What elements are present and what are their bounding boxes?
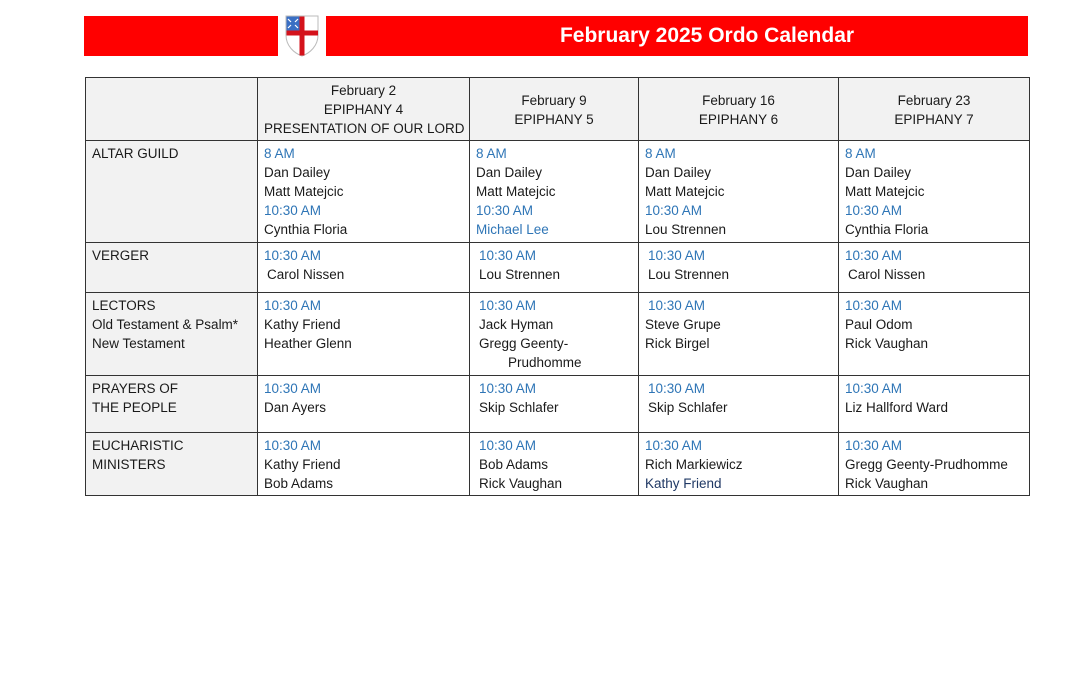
schedule-cell [639, 433, 839, 496]
row-label [86, 141, 258, 243]
row-label-line: PRAYERS OF [92, 381, 179, 396]
volunteer-name: Carol Nissen [848, 267, 926, 282]
volunteer-name: Dan Dailey [845, 165, 912, 180]
volunteer-name: Matt Matejcic [264, 184, 344, 199]
service-time: 10:30 AM [648, 298, 706, 313]
column-header-line: February 23 [897, 92, 971, 108]
column-header [470, 78, 639, 141]
service-time: 10:30 AM [264, 438, 322, 453]
service-time: 10:30 AM [479, 438, 537, 453]
service-time: 10:30 AM [845, 381, 903, 396]
service-time: 8 AM [476, 146, 507, 161]
schedule-cell [839, 376, 1030, 433]
column-header [639, 78, 839, 141]
service-time: 10:30 AM [845, 438, 903, 453]
row-label [86, 293, 258, 376]
column-header-line: February 9 [521, 92, 587, 108]
row-label-line: New Testament [92, 336, 185, 351]
volunteer-name: Skip Schlafer [648, 400, 728, 415]
service-time: 8 AM [645, 146, 676, 161]
schedule-cell [639, 141, 839, 243]
service-time: 10:30 AM [264, 298, 322, 313]
row-label-line: ALTAR GUILD [92, 146, 179, 161]
volunteer-name: Rick Birgel [645, 336, 710, 351]
column-header-line: February 16 [702, 92, 775, 108]
volunteer-name: Lou Strennen [479, 267, 561, 282]
row-label [86, 243, 258, 293]
service-time: 10:30 AM [264, 381, 322, 396]
schedule-cell [639, 293, 839, 376]
service-time: 10:30 AM [648, 248, 706, 263]
table-header-row [86, 78, 1030, 141]
schedule-cell [839, 433, 1030, 496]
volunteer-name: Kathy Friend [264, 317, 341, 332]
volunteer-name: Matt Matejcic [645, 184, 725, 199]
ordo-calendar-table [85, 77, 1030, 496]
service-time: 8 AM [264, 146, 295, 161]
volunteer-name: Rich Markiewicz [645, 457, 743, 472]
service-time: 10:30 AM [645, 438, 703, 453]
volunteer-name: Gregg Geenty- [479, 336, 569, 351]
schedule-cell [639, 376, 839, 433]
row-label-line: Old Testament & Psalm* [92, 317, 239, 332]
banner-right [326, 16, 1028, 56]
volunteer-name: Matt Matejcic [476, 184, 556, 199]
table-row [86, 141, 1030, 243]
service-time: 10:30 AM [479, 381, 537, 396]
schedule-cell [470, 141, 639, 243]
volunteer-name: Kathy Friend [645, 476, 722, 491]
row-label [86, 433, 258, 496]
service-time: 10:30 AM [479, 248, 537, 263]
service-time: 10:30 AM [648, 381, 706, 396]
volunteer-name: Dan Dailey [645, 165, 712, 180]
table-row [86, 243, 1030, 293]
schedule-cell [470, 293, 639, 376]
row-label-line: VERGER [92, 248, 150, 263]
column-header [839, 78, 1030, 141]
service-time: 10:30 AM [845, 298, 903, 313]
volunteer-name: Matt Matejcic [845, 184, 925, 199]
schedule-cell [258, 376, 470, 433]
table-row [86, 293, 1030, 376]
volunteer-name: Carol Nissen [267, 267, 345, 282]
row-label-line: THE PEOPLE [92, 400, 177, 415]
service-time: 10:30 AM [476, 203, 534, 218]
schedule-cell [470, 433, 639, 496]
volunteer-name: Skip Schlafer [479, 400, 559, 415]
volunteer-name: Bob Adams [479, 457, 549, 472]
column-header-line: EPIPHANY 6 [698, 111, 779, 127]
volunteer-name: Jack Hyman [479, 317, 554, 332]
service-time: 10:30 AM [845, 203, 903, 218]
page-title: February 2025 Ordo Calendar [559, 24, 855, 47]
volunteer-name: Cynthia Floria [264, 222, 348, 237]
row-label-line: EUCHARISTIC [92, 438, 184, 453]
schedule-cell [470, 243, 639, 293]
volunteer-name: Lou Strennen [645, 222, 727, 237]
service-time: 10:30 AM [264, 248, 322, 263]
schedule-cell [258, 433, 470, 496]
volunteer-name: Paul Odom [845, 317, 913, 332]
table-row [86, 433, 1030, 496]
table-row [86, 376, 1030, 433]
column-header-line: EPIPHANY 4 [323, 102, 404, 117]
schedule-cell [639, 243, 839, 293]
schedule-cell [258, 141, 470, 243]
row-label-line: MINISTERS [92, 457, 166, 472]
volunteer-name: Prudhomme [508, 355, 582, 370]
column-header [258, 78, 470, 141]
service-time: 10:30 AM [264, 203, 322, 218]
schedule-cell [470, 376, 639, 433]
column-header-line: February 2 [330, 83, 397, 98]
schedule-cell [258, 243, 470, 293]
volunteer-name: Liz Hallford Ward [845, 400, 949, 415]
service-time: 10:30 AM [645, 203, 703, 218]
volunteer-name: Cynthia Floria [845, 222, 929, 237]
column-header-line: EPIPHANY 5 [514, 111, 594, 127]
volunteer-name: Bob Adams [264, 476, 334, 491]
volunteer-name: Dan Ayers [264, 400, 327, 415]
volunteer-name: Michael Lee [476, 222, 549, 237]
service-time: 10:30 AM [845, 248, 903, 263]
volunteer-name: Gregg Geenty-Prudhomme [845, 457, 1008, 472]
volunteer-name: Steve Grupe [645, 317, 721, 332]
column-header-line: EPIPHANY 7 [894, 111, 974, 127]
column-header-line: PRESENTATION OF OUR LORD [264, 121, 465, 136]
volunteer-name: Kathy Friend [264, 457, 341, 472]
episcopal-shield-logo [284, 15, 320, 57]
volunteer-name: Rick Vaughan [479, 476, 563, 491]
volunteer-name: Dan Dailey [264, 165, 331, 180]
schedule-cell [839, 243, 1030, 293]
row-label [86, 376, 258, 433]
corner-cell [86, 78, 258, 141]
schedule-cell [258, 293, 470, 376]
volunteer-name: Rick Vaughan [845, 336, 929, 351]
volunteer-name: Heather Glenn [264, 336, 352, 351]
row-label-line: LECTORS [92, 298, 156, 313]
schedule-cell [839, 293, 1030, 376]
banner-left [84, 16, 278, 56]
service-time: 8 AM [845, 146, 876, 161]
volunteer-name: Rick Vaughan [845, 476, 929, 491]
volunteer-name: Dan Dailey [476, 165, 543, 180]
service-time: 10:30 AM [479, 298, 537, 313]
volunteer-name: Lou Strennen [648, 267, 730, 282]
schedule-cell [839, 141, 1030, 243]
